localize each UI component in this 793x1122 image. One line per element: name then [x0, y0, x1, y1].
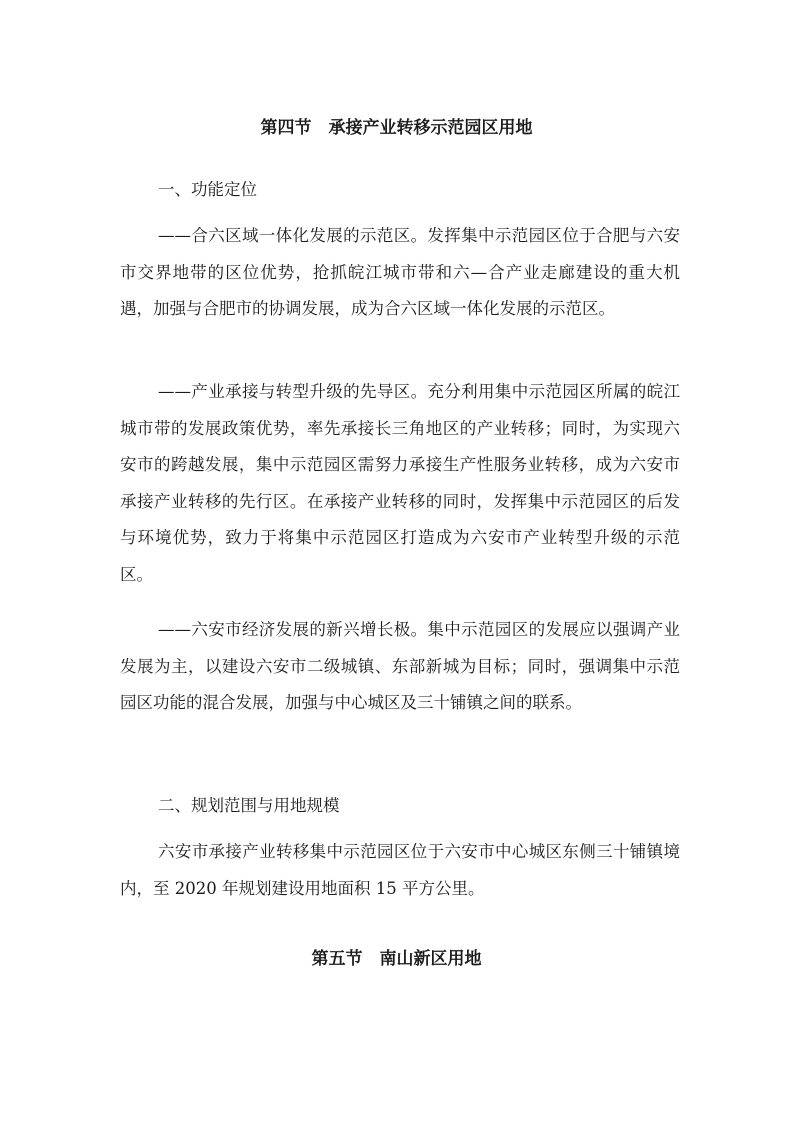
paragraph-integration-demo: ——合六区域一体化发展的示范区。发挥集中示范园区位于合肥与六安市交界地带的区位优势，抢抓皖江城市带和六—合产业走廊建设的重大机遇，加强与合肥市的协调发展，成为合六区域一体化发展的示范区。	[120, 226, 680, 318]
section-title: 第四节 承接产业转移示范园区用地	[260, 118, 533, 138]
paragraph-planning-scope: 六安市承接产业转移集中示范园区位于六安市中心城区东侧三十铺镇境内，至 2020 年规划建设用地面积 15 平方公里。	[120, 842, 680, 898]
paragraph-growth-pole: ——六安市经济发展的新兴增长极。集中示范园区的发展应以强调产业发展为主，以建设六安市二级城镇、东部新城为目标；同时，强调集中示范园区功能的混合发展，加强与中心城区及三十铺镇之间的联系。	[120, 620, 680, 712]
subsection-heading-scope: 二、规划范围与用地规模	[158, 796, 340, 815]
section-title-next: 第五节 南山新区用地	[311, 949, 482, 969]
subsection-heading-function: 一、功能定位	[158, 180, 257, 199]
paragraph-industry-transfer: ——产业承接与转型升级的先导区。充分利用集中示范园区所属的皖江城市带的发展政策优势，率先承接长三角地区的产业转移；同时，为实现六安市的跨越发展，集中示范园区需努力承接生产性服务业转移，成为六安市承接产业转移的先行区。在承接产业转移的同时，发挥集中示范园区的后发与环境优势，致力于将集中示范园区打造成为六安市产业转型升级的示范区。	[120, 382, 680, 584]
